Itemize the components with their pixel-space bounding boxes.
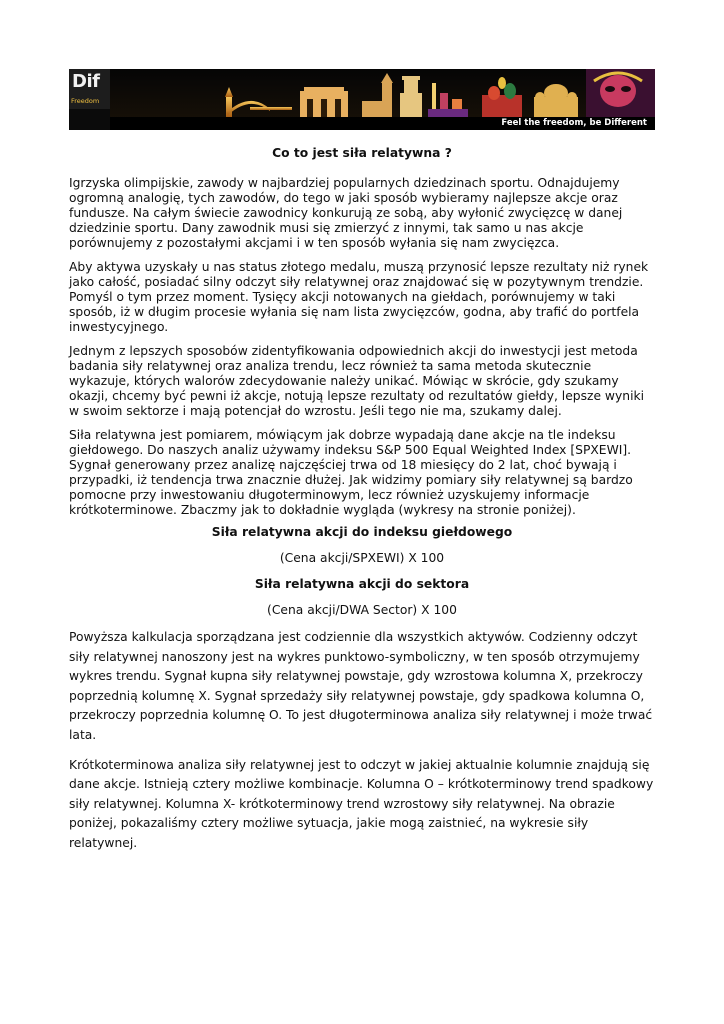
tagline: Feel the freedom, be Different [501,118,647,128]
paragraph: Aby aktywa uzyskały u nas status złotego medalu, muszą przynosić lepsze rezultaty niż rynek jako całość, posiadać silny odczyt siły relatywnej oraz znajdować się w pozytywnym trendzie. Pomyśl o tym przez moment. Tysięcy akcji notowanych na giełdach, porównujemy w taki sposób, iż w długim procesie wyłania się nam lista zwycięzców, godna, aby trafić do portfela inwestycyjnego. [69,260,649,334]
dif-logo [69,69,111,109]
header-banner [69,69,655,130]
paragraph: Jednym z lepszych sposobów zidentyfikowania odpowiednich akcji do inwestycji jest metoda badania siły relatywnej oraz analiza trendu, lecz również ta sama metoda skutecznie wykazuje, których walorów zdecydowanie należy unikać. Mówiąc w skrócie, gdy szukamy okazji, chcemy być pewni iż akcje, notują lepsze rezultaty od rezultatów giełdy, lepsze wyniki w swoim sektorze i mają potencjał do wzrostu. Jeśli tego nie ma, szukamy dalej. [69,344,645,418]
carnival-mask-image [586,69,655,117]
paragraph: Siła relatywna jest pomiarem, mówiącym jak dobrze wypadają dane akcje na tle indeksu giełdowego. Do naszych analiz używamy indeksu S&P 500 Equal Weighted Index [SPXEWI]. Sygnał generowany przez analizę najczęściej trwa od 18 miesięcy do 2 lat, choć bywają i przypadki, iż tendencja trwa znacznie dłużej. Jak widzimy pomiary siły relatywnej są bardzo pomocne przy inwestowaniu długoterminowym, lecz również uzyskujemy informacje krótkoterminowe. Zbaczmy jak to dokładnie wygląda (wykresy na stronie poniżej). [69,428,633,517]
paragraph: Krótkoterminowa analiza siły relatywnej jest to odczyt w jakiej aktualnie kolumnie znajdują się dane akcje. Istnieją cztery możliwe kombinacje. Kolumna O – krótkoterminowy trend spadkowy siły relatywnej. Kolumna X- krótkoterminowy trend wzrostowy siły relatywnej. Na obrazie poniżej, pokazaliśmy cztery możliwe sytuacja, jakie mogą zaistnieć, na wykresie siły relatywnej. [69,757,654,850]
formula: (Cena akcji/SPXEWI) X 100 [279,551,445,565]
document-body [69,146,655,864]
formula-title: Siła relatywna akcji do indeksu giełdowego [211,525,513,539]
document-title: Co to jest siła relatywna ? [272,146,452,160]
formula-title: Siła relatywna akcji do sektora [254,577,470,591]
paragraph: Igrzyska olimpijskie, zawody w najbardziej popularnych dziedzinach sportu. Odnajdujemy ogromną analogię, tych zawodów, do tego w jaki sposób wybieramy najlepsze akcje oraz fundusze. Na całym świecie zawodnicy konkurują ze sobą, aby wyłonić zwycięzcę w danej dziedzinie sportu. Dany zawodnik musi się zmierzyć z innymi, tak samo u nas akcje porównujemy z pozostałymi akcjami i w ten sposób wyłania się nam zwycięzca. [69,176,623,250]
gate-landmark [300,87,348,117]
paragraph: Powyższa kalkulacja sporządzana jest codziennie dla wszystkich aktywów. Codzienny odczyt siły relatywnej nanoszony jest na wykres punktowo-symboliczny, w ten sposób otrzymujemy wykres trendu. Sygnał kupna siły relatywnej powstaje, gdy wzrostowa kolumna X, przekroczy poprzednią kolumnę X. Sygnał sprzedaży siły relatywnej powstaje, gdy spadkowa kolumna O, przekroczy poprzednia kolumnę O. To jest długoterminowa analiza siły relatywnej i może trwać lata. [69,630,653,742]
logo-subtext: Freedom [71,97,100,105]
formula: (Cena akcji/DWA Sector) X 100 [267,603,457,617]
logo-text: Dif [72,71,100,92]
